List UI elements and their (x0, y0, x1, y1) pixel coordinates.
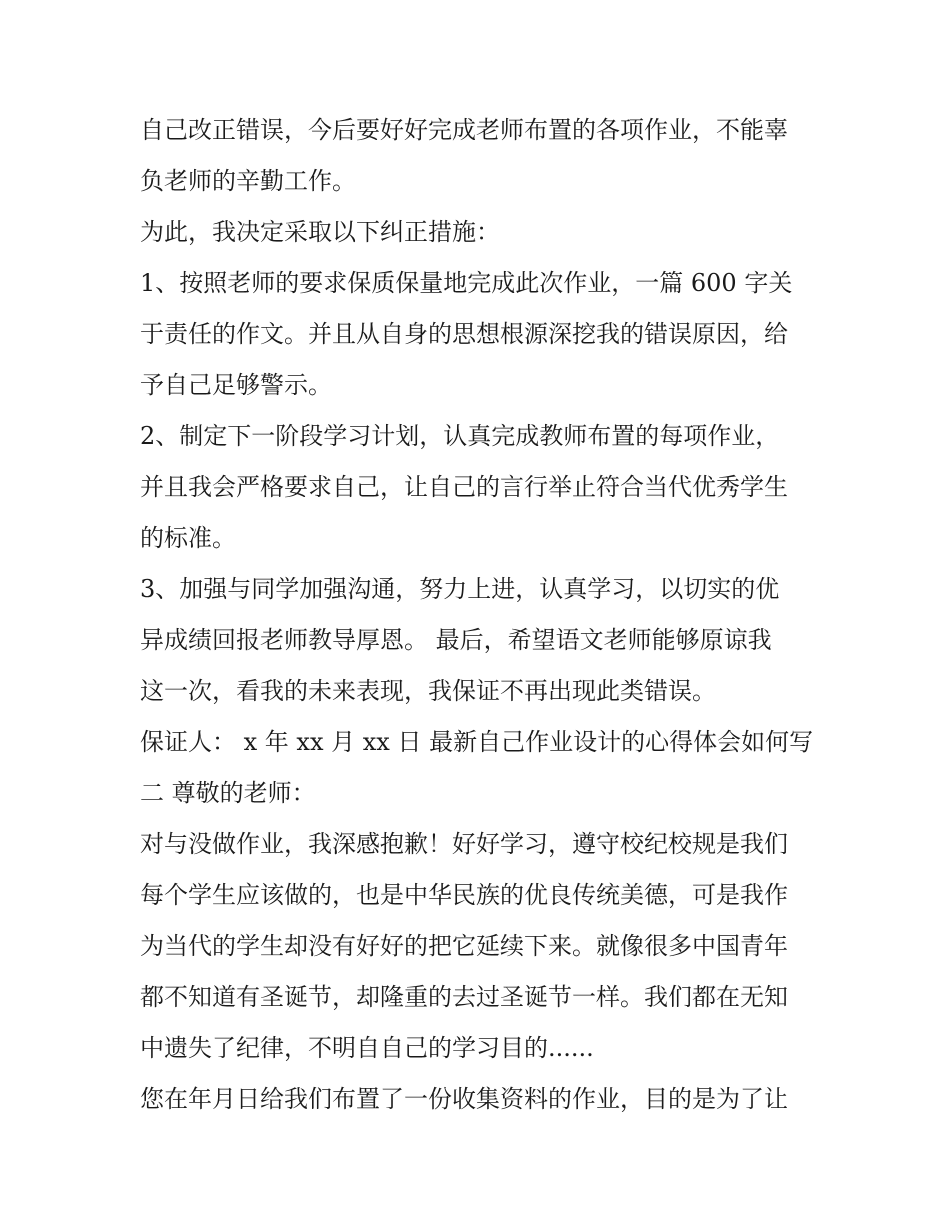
text-line-9: 的标准。 (140, 524, 236, 552)
text-line-10: 3、加强与同学加强沟通，努力上进，认真学习，以切实的优 (140, 575, 780, 603)
text-line-13: 保证人： x 年 xx 月 xx 日 最新自己作业设计的心得体会如何写 (140, 728, 814, 756)
text-line-3: 为此，我决定采取以下纠正措施： (140, 218, 500, 246)
text-line-14: 二 尊敬的老师： (140, 779, 316, 807)
text-line-4: 1、按照老师的要求保质保量地完成此次作业，一篇 600 字关 (140, 269, 793, 297)
text-line-5: 于责任的作文。并且从自身的思想根源深挖我的错误原因，给 (140, 320, 788, 348)
text-line-11: 异成绩回报老师教导厚恩。 最后，希望语文老师能够原谅我 (140, 626, 772, 654)
document-body (140, 105, 830, 1125)
text-line-18: 都不知道有圣诞节，却隆重的去过圣诞节一样。我们都在无知 (140, 983, 788, 1011)
text-line-19: 中遗失了纪律，不明自自己的学习目的...... (140, 1034, 594, 1062)
text-line-15: 对与没做作业，我深感抱歉！好好学习，遵守校纪校规是我们 (140, 830, 788, 858)
text-line-20: 您在年月日给我们布置了一份收集资料的作业，目的是为了让 (140, 1085, 788, 1113)
text-line-2: 负老师的辛勤工作。 (140, 167, 356, 195)
text-line-1: 自己改正错误，今后要好好完成老师布置的各项作业，不能辜 (140, 116, 788, 144)
text-line-7: 2、制定下一阶段学习计划，认真完成教师布置的每项作业， (140, 422, 780, 450)
text-line-8: 并且我会严格要求自己，让自己的言行举止符合当代优秀学生 (140, 473, 788, 501)
text-line-17: 为当代的学生却没有好好的把它延续下来。就像很多中国青年 (140, 932, 788, 960)
text-line-12: 这一次，看我的未来表现，我保证不再出现此类错误。 (140, 677, 716, 705)
text-line-6: 予自己足够警示。 (140, 371, 332, 399)
text-line-16: 每个学生应该做的，也是中华民族的优良传统美德，可是我作 (140, 881, 788, 909)
